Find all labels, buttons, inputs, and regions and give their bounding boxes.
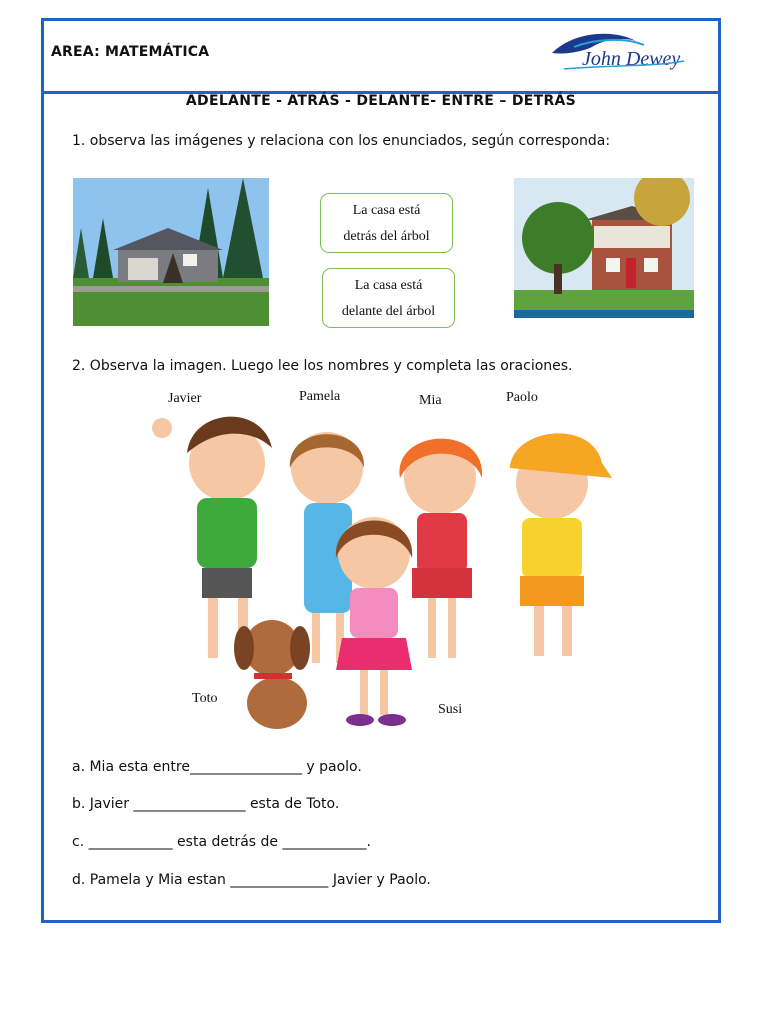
name-pamela: Pamela [299, 389, 341, 404]
children-illustration [142, 408, 622, 738]
card-house-behind-tree[interactable] [320, 193, 453, 253]
area-label: AREA: MATEMÁTICA [51, 44, 210, 60]
toto-dog-figure [234, 620, 310, 729]
card1-line2: detrás del árbol [343, 229, 430, 244]
page-title: ADELANTE - ATRÁS - DELANTE- ENTRE – DETRÁS [185, 93, 577, 109]
house-behind-tree-photo [73, 178, 269, 326]
name-javier: Javier [168, 391, 202, 406]
answer-a[interactable]: a. Mia esta entre________________ y paolo. [72, 759, 362, 775]
mia-figure [400, 439, 483, 658]
card-house-in-front-of-tree[interactable] [322, 268, 455, 328]
card2-line1: La casa está [354, 278, 423, 293]
worksheet-frame [41, 18, 721, 923]
name-mia: Mia [419, 393, 442, 408]
card1-line1: La casa está [352, 203, 421, 218]
answer-b[interactable]: b. Javier ________________ esta de Toto. [72, 796, 340, 812]
card2-line2: delante del árbol [341, 304, 436, 319]
javier-figure [152, 417, 272, 658]
logo-text: John Dewey [582, 48, 681, 70]
house-in-front-of-tree-photo [514, 178, 694, 318]
answer-c[interactable]: c. ____________ esta detrás de ____________. [72, 834, 371, 850]
paolo-figure [510, 433, 612, 656]
answer-d[interactable]: d. Pamela y Mia estan ______________ Javier y Paolo. [72, 872, 431, 888]
question-1: 1. observa las imágenes y relaciona con los enunciados, según corresponda: [72, 133, 611, 149]
school-logo [544, 25, 694, 77]
name-toto: Toto [192, 691, 218, 706]
question-2: 2. Observa la imagen. Luego lee los nombres y completa las oraciones. [72, 358, 573, 374]
name-susi: Susi [438, 702, 463, 717]
name-paolo: Paolo [506, 390, 538, 405]
susi-figure [336, 517, 412, 726]
header [44, 21, 718, 94]
